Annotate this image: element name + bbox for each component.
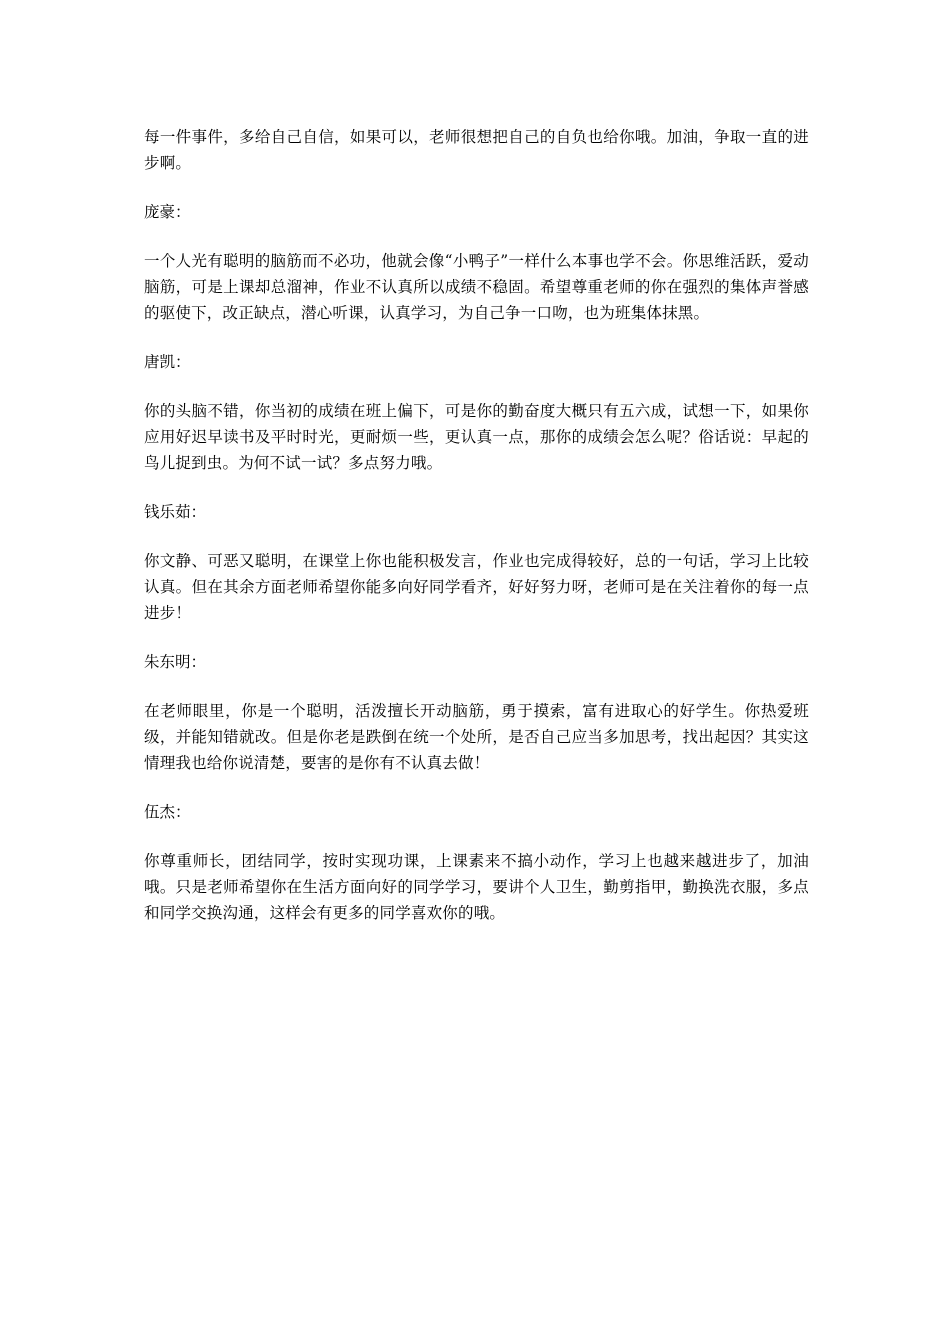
intro-paragraph: 每一件事件，多给自己自信，如果可以，老师很想把自己的自负也给你哦。加油，争取一直的进步啊。 bbox=[144, 128, 809, 172]
comment-text: 你尊重师长，团结同学，按时实现功课，上课素来不搞小动作，学习上也越来越进步了，加油哦。只是老师希望你在生活方面向好的同学学习，要讲个人卫生，勤剪指甲，勤换洗衣服，多点和同学交换沟通，这样会有更多的同学喜欢你的哦。 bbox=[144, 852, 809, 922]
document-page bbox=[144, 124, 809, 926]
student-name: 庞豪： bbox=[144, 203, 191, 221]
comment-block-qian-leru bbox=[144, 499, 809, 626]
comment-block-wu-jie bbox=[144, 799, 809, 926]
comment-block-tang-kai bbox=[144, 349, 809, 476]
comment-block-zhu-dongming bbox=[144, 649, 809, 776]
student-name: 朱东明： bbox=[144, 653, 207, 671]
comment-text: 在老师眼里，你是一个聪明，活泼擅长开动脑筋，勇于摸索，富有进取心的好学生。你热爱班级，并能知错就改。但是你老是跌倒在统一个处所，是否自己应当多加思考，找出起因？其实这情理我也给你说清楚，要害的是你有不认真去做！ bbox=[144, 702, 809, 772]
student-name: 伍杰： bbox=[144, 803, 191, 821]
comment-text: 一个人光有聪明的脑筋而不必功，他就会像“小鸭子”一样什么本事也学不会。你思维活跃，爱动脑筋，可是上课却总溜神，作业不认真所以成绩不稳固。希望尊重老师的你在强烈的集体声誉感的驱使下，改正缺点，潜心听课，认真学习，为自己争一口吻，也为班集体抹黑。 bbox=[144, 252, 809, 322]
comment-text: 你的头脑不错，你当初的成绩在班上偏下，可是你的勤奋度大概只有五六成，试想一下，如果你应用好迟早读书及平时时光，更耐烦一些，更认真一点，那你的成绩会怎么呢？俗话说：早起的鸟儿捉到虫。为何不试一试？多点努力哦。 bbox=[144, 402, 809, 472]
comment-block-pang-hao bbox=[144, 199, 809, 326]
comment-text: 你文静、可恶又聪明，在课堂上你也能积极发言，作业也完成得较好，总的一句话，学习上比较认真。但在其余方面老师希望你能多向好同学看齐，好好努力呀，老师可是在关注着你的每一点进步！ bbox=[144, 552, 809, 622]
student-name: 钱乐茹： bbox=[144, 503, 207, 521]
student-name: 唐凯： bbox=[144, 353, 191, 371]
